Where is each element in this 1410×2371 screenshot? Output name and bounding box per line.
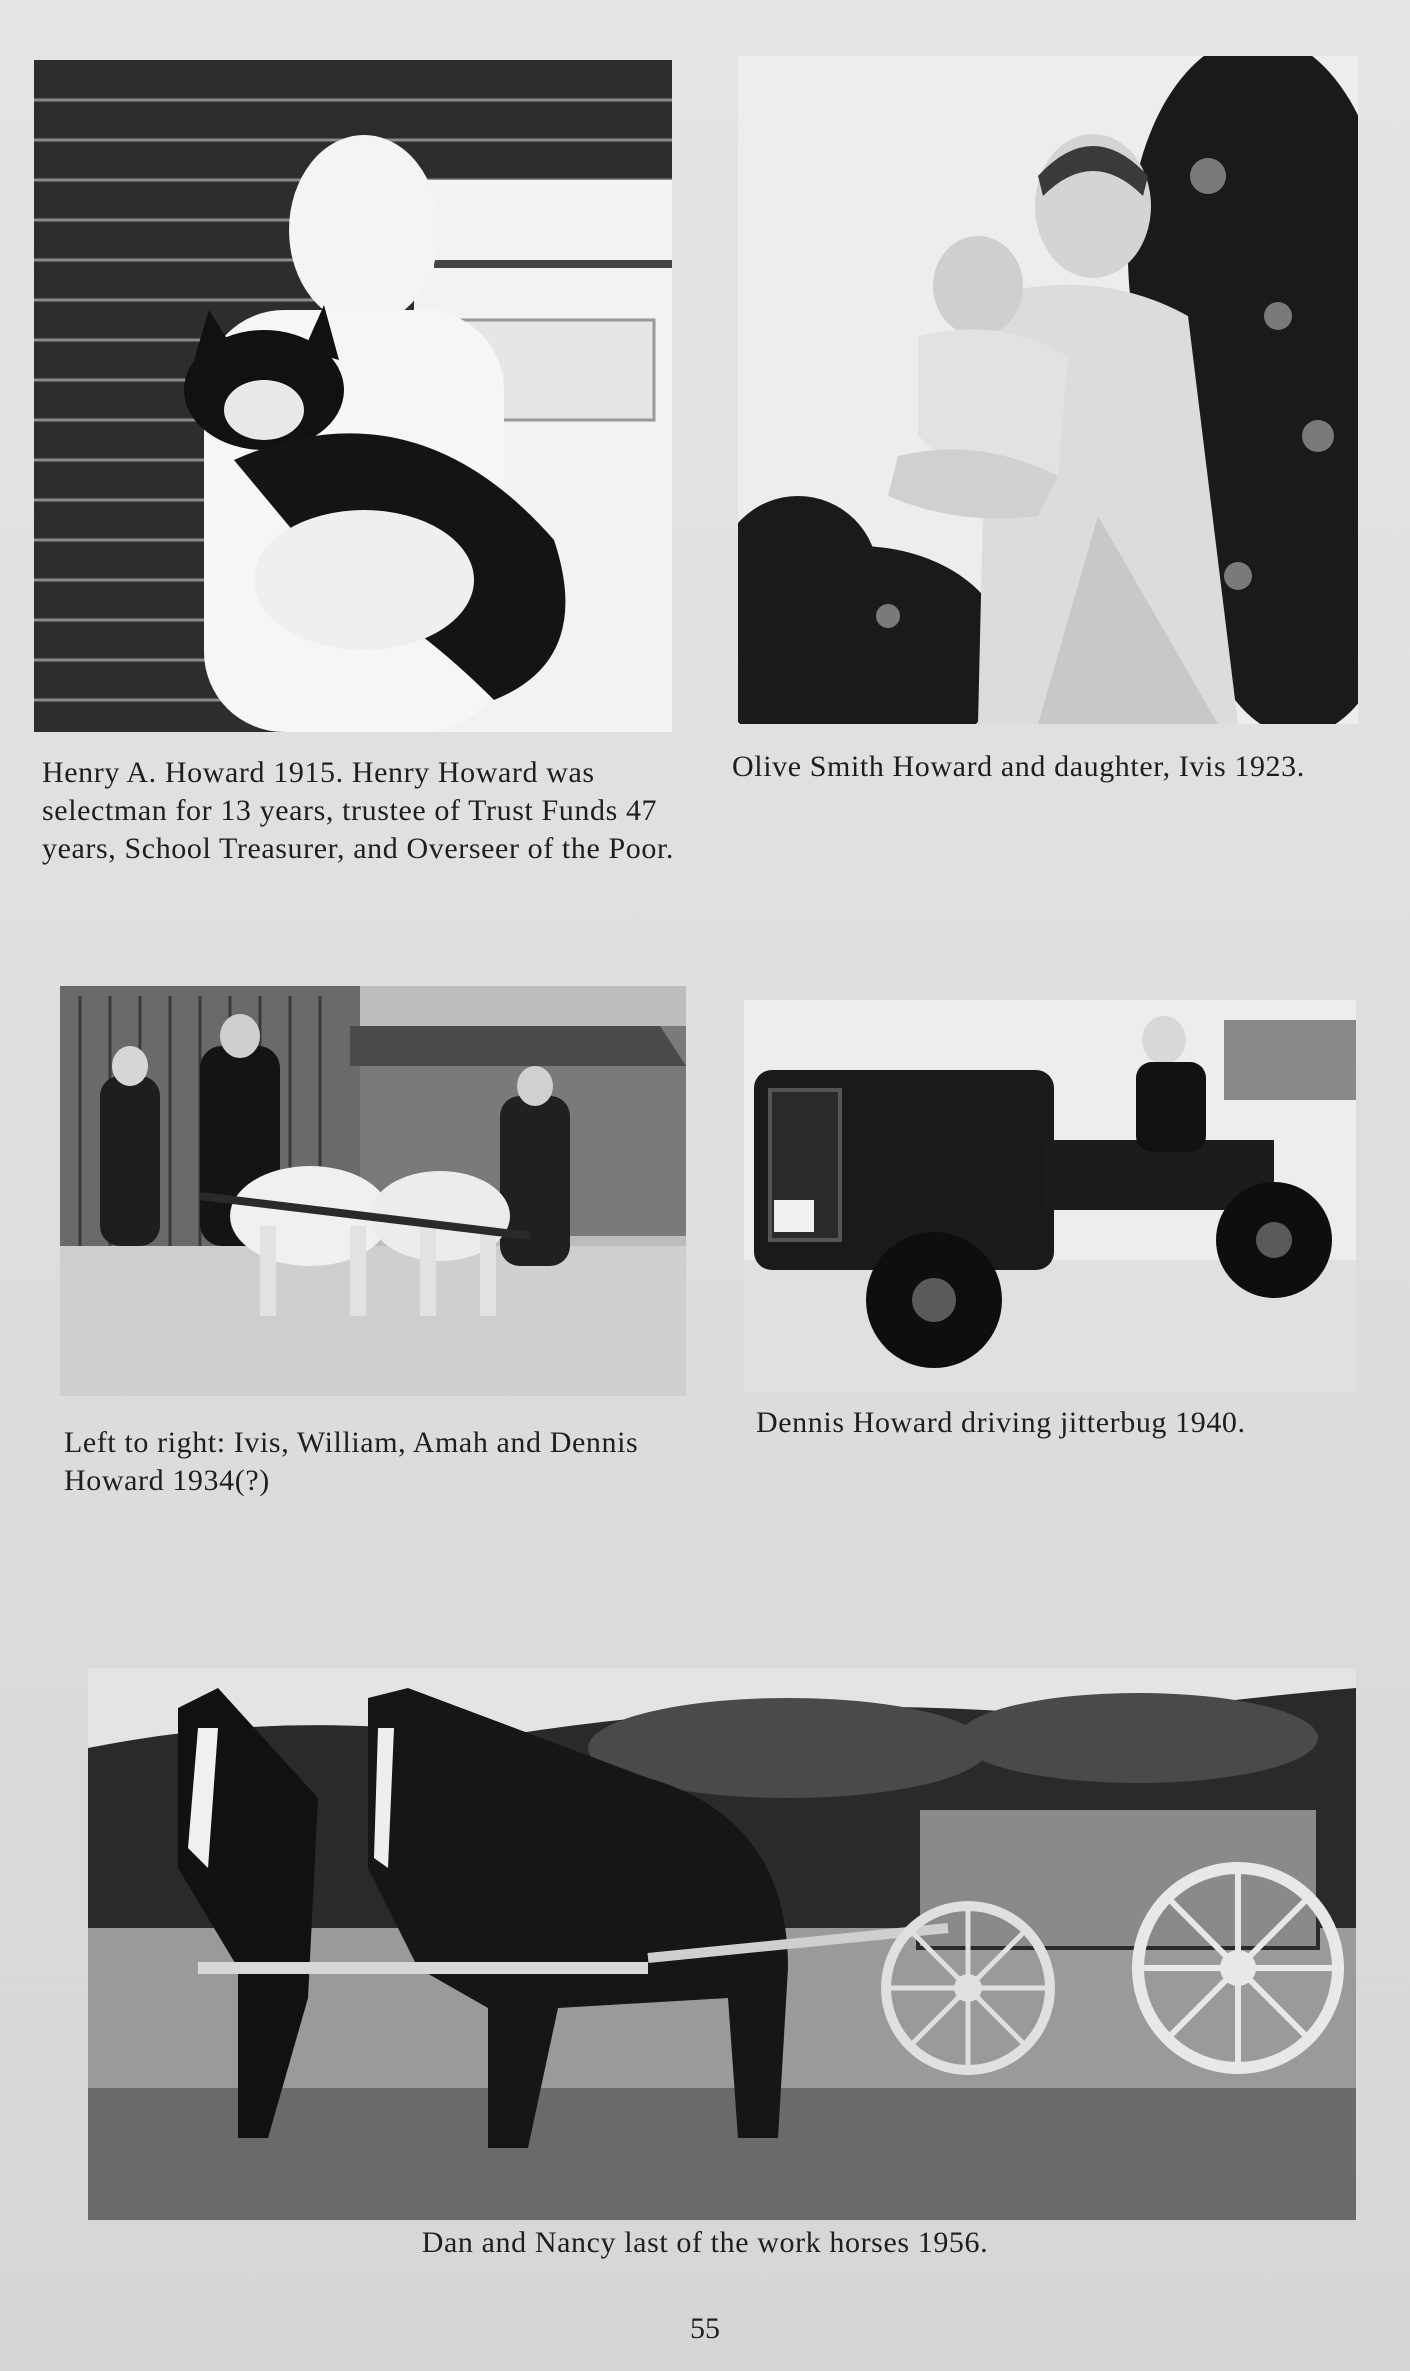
photo-dennis-jitterbug-image (744, 1000, 1356, 1392)
photo-henry-howard-image (34, 60, 672, 732)
caption-dennis-jitterbug: Dennis Howard driving jitterbug 1940. (756, 1406, 1246, 1439)
caption-olive-smith-howard: Olive Smith Howard and daughter, Ivis 1923. (732, 750, 1305, 783)
photo-howard-children-oxen (60, 986, 686, 1396)
photo-olive-smith-howard (738, 56, 1358, 724)
photo-howard-children-oxen-image (60, 986, 686, 1396)
caption-howard-children-oxen: Left to right: Ivis, William, Amah and Dennis Howard 1934(?) (64, 1426, 639, 1497)
photo-dan-and-nancy (88, 1668, 1356, 2220)
caption-dan-and-nancy: Dan and Nancy last of the work horses 1956. (421, 2226, 989, 2259)
photo-dennis-jitterbug (744, 1000, 1356, 1392)
page-number: 55 (690, 2312, 720, 2345)
photo-olive-smith-howard-image (738, 56, 1358, 724)
caption-henry-howard: Henry A. Howard 1915. Henry Howard was selectman for 13 years, trustee of Trust Funds 47 years, School Treasurer, and Overseer of the Poor. (42, 756, 674, 865)
photo-dan-and-nancy-image (88, 1668, 1356, 2220)
photo-henry-howard (34, 60, 672, 732)
